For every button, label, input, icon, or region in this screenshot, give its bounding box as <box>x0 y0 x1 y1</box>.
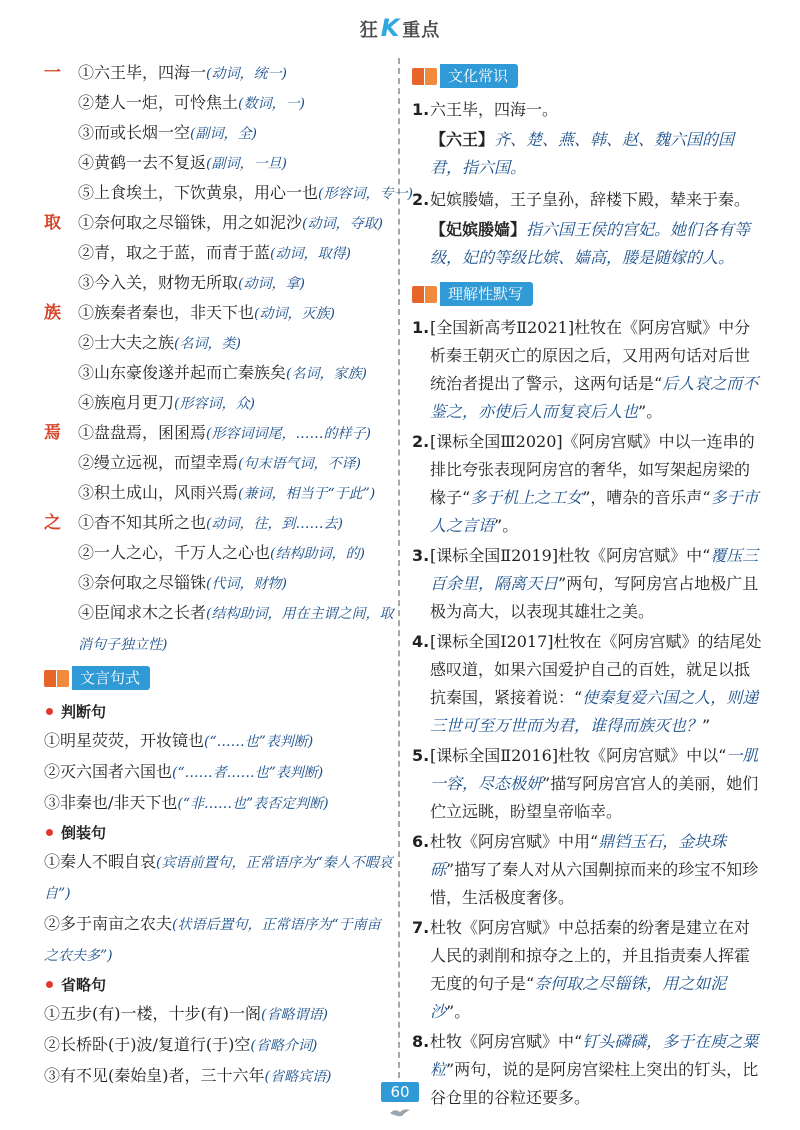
vocab-note: (副词，一旦) <box>206 156 287 172</box>
sentence-note: (状语后置句，正常语序为“于南亩之农夫多”) <box>44 917 381 964</box>
vocab-note: (动词，拿) <box>238 276 305 292</box>
recite-item <box>412 542 764 626</box>
vocab-char: 之 <box>44 513 61 533</box>
vocab-note: (名词，家族) <box>286 366 367 382</box>
vocab-note: (动词，取得) <box>270 246 351 262</box>
recite-prompt: ”。 <box>494 516 519 535</box>
vocab-row <box>44 238 394 268</box>
vocab-example: ①族秦者秦也，非天下也 <box>78 303 255 322</box>
recite-prompt: ”两句，说的是阿房宫梁柱上突出的钉头，比谷仓里的谷粒还要多。 <box>430 1060 759 1107</box>
recite-item <box>412 428 764 540</box>
recite-section <box>412 314 764 1112</box>
recite-prompt: ”描写阿房宫宫人的美丽，她们伫立远眺，盼望皇帝临幸。 <box>430 774 759 821</box>
recite-prompt: 杜牧《阿房宫赋》中总括秦的纷奢是建立在对人民的剥削和掠夺之上的，并且指责秦人挥霍无度的句子是“ <box>430 918 751 993</box>
item-number: 6. <box>412 832 430 851</box>
recite-prompt: ”，嘈杂的音乐声“ <box>582 488 711 507</box>
sentence-text: ①秦人不暇自哀 <box>44 852 157 871</box>
vocab-example: ②士大夫之族 <box>78 333 175 352</box>
recite-prompt: ”。 <box>446 1002 471 1021</box>
recite-answer: 一肌一容，尽态极妍 <box>430 746 759 793</box>
vocab-row <box>44 388 394 418</box>
sentence-example <box>44 757 394 788</box>
sentence-type-heading <box>44 698 394 726</box>
recite-prompt: 杜牧《阿房宫赋》中“ <box>430 1032 583 1051</box>
sentence-note: (省略介词) <box>250 1038 318 1054</box>
culture-gloss <box>412 216 764 272</box>
vocab-row <box>44 88 394 118</box>
sentence-text: ②长桥卧(于)波/复道行(于)空 <box>44 1035 251 1054</box>
vocab-example: ①六王毕，四海一 <box>78 63 207 82</box>
vocab-note: (兼词，相当于“于此”) <box>238 486 376 502</box>
vocab-example: ①盘盘焉，囷囷焉 <box>78 423 207 442</box>
right-column <box>412 58 764 1114</box>
item-number: 2. <box>412 432 430 451</box>
recite-prompt: ” <box>702 716 711 735</box>
culture-gloss <box>412 126 764 182</box>
vocab-row <box>44 358 394 388</box>
sentence-note: (省略谓语) <box>260 1007 328 1023</box>
sentence-type-heading <box>44 819 394 847</box>
culture-item <box>412 186 764 214</box>
recite-prompt: [课标全国Ⅰ2017]杜牧在《阿房宫赋》的结尾处感叹道，如果六国爱护自己的百姓，就足以抵抗秦国，紧接着说：“ <box>430 632 762 707</box>
vocab-row <box>44 418 394 448</box>
bullet-icon <box>46 708 53 715</box>
page-footer <box>0 1082 800 1118</box>
vocab-row <box>44 508 394 538</box>
sentence-type-heading <box>44 971 394 999</box>
recite-prompt: 杜牧《阿房宫赋》中用“ <box>430 832 599 851</box>
vocab-example: ②缦立远视，而望幸焉 <box>78 453 239 472</box>
vocab-row <box>44 598 394 658</box>
vocab-example: ③山东豪俊遂并起而亡秦族矣 <box>78 363 287 382</box>
vocab-note: (动词，往，到……去) <box>206 516 343 532</box>
column-divider <box>398 58 400 1088</box>
sentence-note: (“……者……也”表判断) <box>172 765 324 781</box>
recite-prompt: [课标全国Ⅱ2019]杜牧《阿房宫赋》中“ <box>430 546 711 565</box>
vocab-note: (形容词，专一) <box>318 186 413 202</box>
vocab-row <box>44 178 413 208</box>
recite-prompt: ”。 <box>638 402 663 421</box>
bullet-icon <box>46 829 53 836</box>
vocab-note: (结构助词，的) <box>270 546 365 562</box>
vocab-note: (形容词词尾，……的样子) <box>206 426 371 442</box>
vocab-row <box>44 268 394 298</box>
vocab-example: ④族庖月更刀 <box>78 393 175 412</box>
vocab-note: (数词，一) <box>238 96 305 112</box>
sentence-text: ③有不见(秦始皇)者，三十六年 <box>44 1066 265 1085</box>
recite-prompt: [课标全国Ⅱ2016]杜牧《阿房宫赋》中以“ <box>430 746 727 765</box>
vocab-section <box>44 58 413 658</box>
vocab-note: (动词，灭族) <box>254 306 335 322</box>
vocab-char: 焉 <box>44 423 61 443</box>
vocab-row <box>44 478 394 508</box>
vocab-example: ②一人之心，千万人之心也 <box>78 543 271 562</box>
vocab-row <box>44 328 394 358</box>
vocab-row <box>44 568 394 598</box>
recite-prompt: [全国新高考Ⅱ2021]杜牧在《阿房宫赋》中分析秦王朝灭亡的原因之后，又用两句话对后世统治者提出了警示，这两句话是“ <box>430 318 751 393</box>
vocab-row <box>44 208 394 238</box>
vocab-char: 族 <box>44 303 61 323</box>
sentence-example <box>44 999 394 1030</box>
sentence-type-name: 倒装句 <box>61 824 107 842</box>
sentence-note: (省略宾语) <box>264 1069 332 1085</box>
vocab-example: ⑤上食埃土，下饮黄泉，用心一也 <box>78 183 319 202</box>
gloss-text: 指六国王侯的宫妃。她们各有等级，妃的等级比嫔、嫱高，媵是随嫁的人。 <box>430 220 751 267</box>
vocab-example: ④黄鹤一去不复返 <box>78 153 207 172</box>
recite-answer: 多于机上之工女 <box>470 488 583 507</box>
recite-prompt: [课标全国Ⅲ2020]《阿房宫赋》中以一连串的排比夸张表现阿房宫的奢华，如写架起房梁的椽子“ <box>430 432 755 507</box>
vocab-row <box>44 538 394 568</box>
vocab-row <box>44 148 394 178</box>
vocab-note: (名词，类) <box>174 336 241 352</box>
sentence-example <box>44 909 394 971</box>
culture-text: 妃嫔媵嫱，王子皇孙，辞楼下殿，辇来于秦。 <box>430 190 751 209</box>
page-header <box>0 14 800 42</box>
recite-item <box>412 828 764 912</box>
sentence-text: ①五步(有)一楼，十步(有)一阁 <box>44 1004 261 1023</box>
gloss-term: 【妃嫔媵嫱】 <box>430 220 527 239</box>
page-number: 60 <box>381 1082 418 1102</box>
item-number: 4. <box>412 632 430 651</box>
recite-item <box>412 314 764 426</box>
vocab-example: ③积土成山，风雨兴焉 <box>78 483 239 502</box>
book-icon <box>412 283 438 305</box>
book-icon <box>44 667 70 689</box>
sentence-example <box>44 847 394 909</box>
sentence-text: ①明星荧荧，开妆镜也 <box>44 731 205 750</box>
sentence-type-name: 省略句 <box>61 976 107 994</box>
book-icon <box>412 65 438 87</box>
recite-answer: 鼎铛玉石，金块珠砾 <box>430 832 727 879</box>
vocab-example: ④臣闻求木之长者 <box>78 603 207 622</box>
vocab-row <box>44 58 394 88</box>
recite-prompt: ”两句，写阿房宫占地极广且极为高大，以表现其雄壮之美。 <box>430 574 759 621</box>
culture-section <box>412 96 764 272</box>
vocab-note: (句末语气词，不译) <box>238 456 361 472</box>
recite-item <box>412 914 764 1026</box>
sentence-text: ③非秦也/非天下也 <box>44 793 178 812</box>
vocab-example: ②楚人一炬，可怜焦土 <box>78 93 239 112</box>
vocab-example: ③奈何取之尽锱铢 <box>78 573 207 592</box>
sentence-note: (“……也”表判断) <box>204 734 314 750</box>
vocab-example: ③今入关，财物无所取 <box>78 273 239 292</box>
item-number: 5. <box>412 746 430 765</box>
vocab-char: 一 <box>44 63 61 83</box>
recite-prompt: ”描写了秦人对从六国劓掠而来的珍宝不知珍惜，生活极度奢侈。 <box>430 860 759 907</box>
vocab-note: (副词，全) <box>190 126 257 142</box>
sentence-note: (宾语前置句，正常语序为“秦人不暇哀自”) <box>44 855 393 902</box>
item-number: 3. <box>412 546 430 565</box>
section-header-culture: 文化常识 <box>412 64 518 88</box>
vocab-note: (动词，夺取) <box>302 216 383 232</box>
sentence-example <box>44 726 394 757</box>
recite-answer: 多于市人之言语 <box>430 488 759 535</box>
gloss-term: 【六王】 <box>430 130 495 149</box>
recite-answer: 奈何取之尽锱铢，用之如泥沙 <box>430 974 727 1021</box>
sentence-note: (“非……也”表否定判断) <box>177 796 329 812</box>
culture-item <box>412 96 764 124</box>
vocab-note: (动词，统一) <box>206 66 287 82</box>
vocab-char: 取 <box>44 213 61 233</box>
vocab-example: ①奈何取之尽锱铢，用之如泥沙 <box>78 213 303 232</box>
vocab-row <box>44 298 394 328</box>
brand-logo: 狂K 重点 <box>359 14 441 42</box>
item-number: 1. <box>412 100 430 119</box>
sentence-example <box>44 1030 394 1061</box>
gloss-text: 齐、楚、燕、韩、赵、魏六国的国君，指六国。 <box>430 130 735 177</box>
item-number: 8. <box>412 1032 430 1051</box>
sentence-example <box>44 788 394 819</box>
sentence-text: ②灭六国者六国也 <box>44 762 173 781</box>
recite-answer: 使秦复爱六国之人，则递三世可至万世而为君，谁得而族灭也？ <box>430 688 759 735</box>
recite-answer: 后人哀之而不鉴之，亦使后人而复哀后人也 <box>430 374 759 421</box>
vocab-row <box>44 448 394 478</box>
recite-item <box>412 742 764 826</box>
section-header-wenyan: 文言句式 <box>44 666 150 690</box>
culture-text: 六王毕，四海一。 <box>430 100 559 119</box>
recite-item <box>412 628 764 740</box>
vocab-row <box>44 118 394 148</box>
recite-answer: 钉头磷磷，多于在庾之粟粒 <box>430 1032 759 1079</box>
sentence-text: ②多于南亩之农夫 <box>44 914 173 933</box>
section-header-recite: 理解性默写 <box>412 282 533 306</box>
bullet-icon <box>46 981 53 988</box>
item-number: 1. <box>412 318 430 337</box>
wenyan-section <box>44 698 394 1092</box>
vocab-example: ③而或长烟一空 <box>78 123 191 142</box>
vocab-note: (形容词，众) <box>174 396 255 412</box>
bird-icon <box>389 1106 411 1118</box>
vocab-example: ②青，取之于蓝，而青于蓝 <box>78 243 271 262</box>
vocab-note: (结构助词，用在主谓之间，取消句子独立性) <box>78 606 394 653</box>
sentence-type-name: 判断句 <box>61 703 107 721</box>
vocab-note: (代词，财物) <box>206 576 287 592</box>
recite-answer: 覆压三百余里，隔离天日 <box>430 546 759 593</box>
item-number: 2. <box>412 190 430 209</box>
item-number: 7. <box>412 918 430 937</box>
vocab-example: ①杳不知其所之也 <box>78 513 207 532</box>
